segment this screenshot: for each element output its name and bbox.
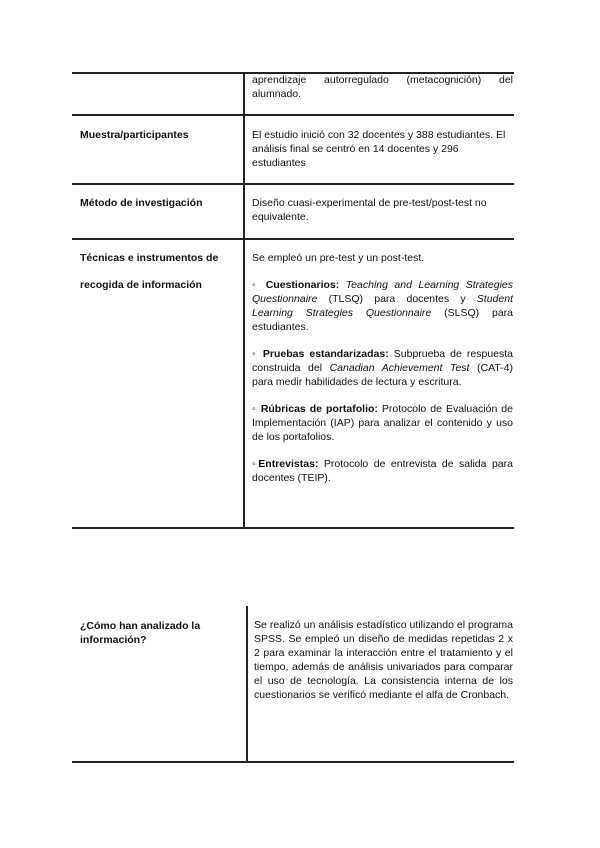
column-divider [243, 72, 245, 528]
table2-bottom-border [72, 761, 514, 763]
item-heading: Pruebas estandarizadas: [262, 348, 389, 360]
row-divider [72, 183, 514, 185]
label-analisis: ¿Cómo han analizado la información? [80, 620, 201, 646]
item-heading: Cuestionarios: [265, 279, 340, 291]
item-text: (TLSQ) para docentes y [317, 293, 477, 305]
label-muestra: Muestra/participantes [80, 129, 189, 141]
label-metodo: Método de investigación [80, 197, 203, 209]
bullet: ◦ [252, 279, 266, 291]
metodo-content: Diseño cuasi-experimental de pre-test/post-test no equivalente. [252, 197, 487, 223]
item-entrevistas [252, 457, 513, 485]
item-pruebas [252, 347, 513, 389]
item-heading: Entrevistas: [258, 458, 319, 470]
bullet: ◦ [252, 403, 261, 415]
analisis-content: Se realizó un análisis estadístico utilizando el programa SPSS. Se empleó un diseño de medidas repetidas 2 x 2 para examinar la interacción entre el tratamiento y el tiempo, además de análisis univariados para comparar el uso de tecnología. La consistencia interna de los cuestionarios se verificó mediante el alfa de Cronbach. [254, 619, 513, 701]
row0-content: aprendizaje autorregulado (metacognición) del alumnado. [252, 74, 513, 100]
row-divider [72, 114, 514, 116]
item-text: Subprueba de respuesta construida del [252, 348, 514, 374]
label-tecnicas-line2: recogida de información [80, 279, 202, 291]
item-text: Protocolo de Evaluación de Implementación (IAP) para analizar el contenido y uso de los portafolios. [252, 403, 513, 443]
item-rubricas [252, 402, 513, 444]
row-divider [72, 238, 514, 240]
item-text: (SLSQ) para estudiantes. [252, 307, 513, 333]
label-tecnicas-line1: Técnicas e instrumentos de [80, 252, 219, 264]
item-title: Student Learning Strategies Questionnaire [252, 293, 513, 319]
item-heading: Rúbricas de portafolio: [260, 403, 378, 415]
tecnicas-content [252, 251, 513, 485]
muestra-content: El estudio inició con 32 docentes y 388 estudiantes. El análisis final se centró en 14 docentes y 296 estudiantes [252, 129, 506, 169]
table1-bottom-border [72, 527, 514, 529]
tecnicas-intro: Se empleó un pre-test y un post-test. [252, 252, 425, 264]
item-title: Teaching and Learning Strategies Questionnaire [252, 279, 513, 305]
item-text: (CAT-4) para medir habilidades de lectura y escritura. [252, 362, 513, 388]
item-text: Protocolo de entrevista de salida para docentes (TEIP). [252, 458, 513, 484]
bullet: ◦ [252, 348, 263, 360]
item-cuestionarios [252, 278, 513, 334]
item-title: Canadian Achievement Test [329, 362, 470, 374]
bullet: ◦ [252, 458, 259, 470]
column-divider [246, 606, 248, 762]
